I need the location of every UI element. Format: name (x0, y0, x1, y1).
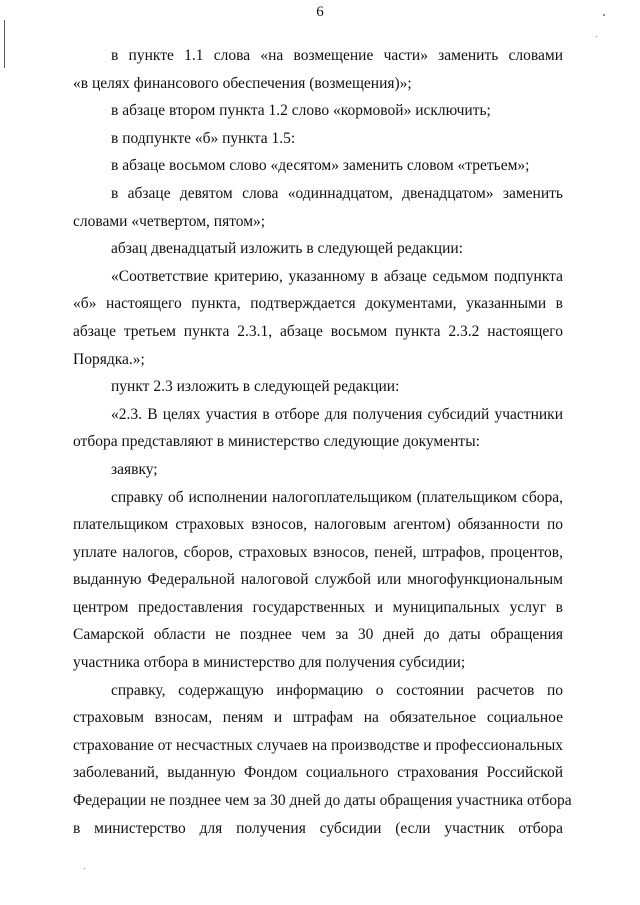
page-number: 6 (316, 4, 324, 20)
text-line: «2.3. В целях участия в отборе для получения субсидий участники (111, 405, 563, 423)
scan-speck (84, 868, 85, 869)
text-line: в абзаце девятом слова «одиннадцатом, двенадцатом» заменить (111, 184, 563, 202)
text-line: Порядка.»; (73, 350, 145, 368)
text-line: выданную Федеральной налоговой службой или многофункциональным (73, 571, 563, 589)
document-body (73, 42, 572, 842)
scan-margin-mark (4, 20, 5, 68)
text-line: пункт 2.3 изложить в следующей редакции: (111, 378, 400, 396)
text-line: справку об исполнении налогоплательщиком (плательщиком сбора, (111, 488, 563, 506)
text-line: «Соответствие критерию, указанному в абзаце седьмом подпункта (111, 267, 563, 285)
text-line: в абзаце восьмом слово «десятом» заменить словом «третьем»; (111, 157, 530, 175)
text-line: заявку; (111, 460, 158, 478)
text-line: центром предоставления государственных и муниципальных услуг в (73, 598, 563, 616)
text-line: справку, содержащую информацию о состоянии расчетов по (111, 681, 563, 699)
text-line: в министерство для получения субсидии (если участник отбора (73, 819, 563, 837)
text-line: плательщиком страховых взносов, налоговым агентом) обязанности по (73, 516, 563, 534)
text-line: абзац двенадцатый изложить в следующей редакции: (111, 240, 463, 258)
scan-speck (596, 36, 597, 37)
text-line: страховым взносам, пеням и штрафам на обязательное социальное (73, 709, 563, 727)
text-line: «в целях финансового обеспечения (возмещения)»; (73, 74, 412, 92)
text-line: в подпункте «б» пункта 1.5: (111, 129, 296, 147)
text-line: абзаце третьем пункта 2.3.1, абзаце восьмом пункта 2.3.2 настоящего (73, 322, 563, 340)
text-line: Самарской области не позднее чем за 30 дней до даты обращения (73, 626, 563, 644)
text-line: отбора представляют в министерство следующие документы: (73, 433, 480, 451)
text-line: страхование от несчастных случаев на производстве и профессиональных (73, 736, 563, 754)
text-line: словами «четвертом, пятом»; (73, 212, 266, 230)
text-line: в абзаце втором пункта 1.2 слово «кормовой» исключить; (111, 102, 491, 120)
text-line: в пункте 1.1 слова «на возмещение части» заменить словами (111, 47, 563, 64)
text-line: «б» настоящего пункта, подтверждается документами, указанными в (73, 295, 563, 313)
text-line: уплате налогов, сборов, страховых взносов, пеней, штрафов, процентов, (73, 543, 563, 561)
text-line: участника отбора в министерство для получения субсидии; (73, 654, 466, 672)
text-line: заболеваний, выданную Фондом социального страхования Российской (73, 764, 563, 782)
text-line: Федерации не позднее чем за 30 дней до даты обращения участника отбора (73, 792, 572, 810)
